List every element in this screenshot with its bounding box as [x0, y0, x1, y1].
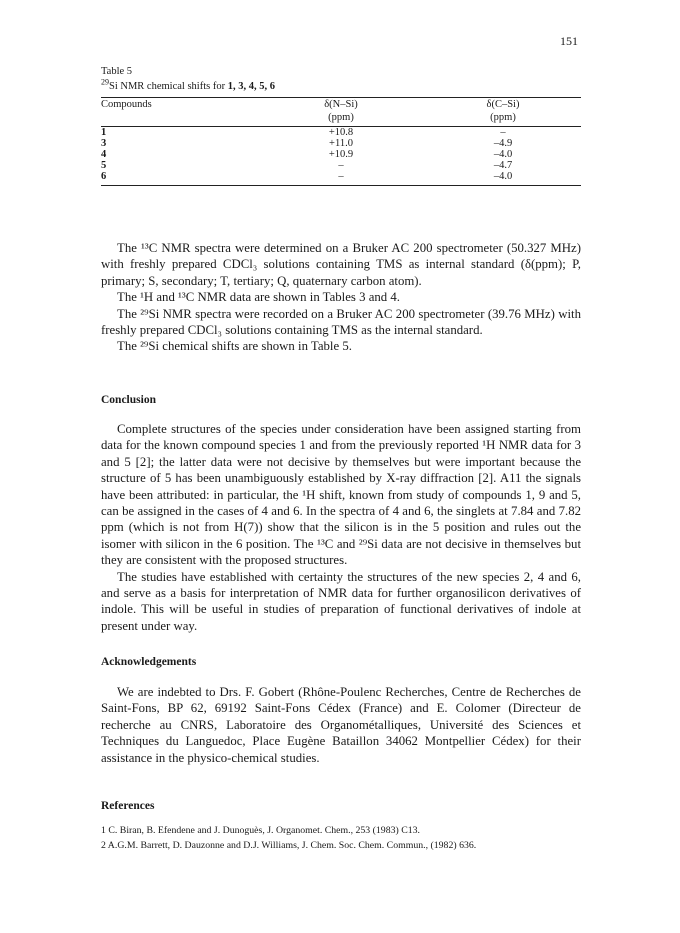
table-row [101, 149, 581, 160]
paragraph-tables-3-4: The ¹H and ¹³C NMR data are shown in Tables 3 and 4. [117, 290, 400, 305]
conclusion-text [101, 421, 581, 634]
acknowledgements-text [101, 684, 581, 766]
caption-compounds: 1, 3, 4, 5, 6 [227, 81, 275, 92]
cell-n-si: – [338, 171, 344, 182]
conclusion-paragraph: The studies have established with certainty the structures of the new species 2, 4 and 6, and serve as a basis for interpretation of NMR data for further organosilicon derivatives of indole. This will be useful in studies of preparation of functional derivatives of indole at present under way. [101, 569, 581, 633]
acknowledgements-paragraph: We are indebted to Drs. F. Gobert (Rhône-Poulenc Recherches, Centre de Recherches de Saint-Fons, BP 62, 69192 Saint-Fons Cédex (France) and E. Colomer (Directeur de recherche au CNRS, Laboratoire des Organométalliques, Université des Sciences et Techniques du Languedoc, Place Eugène Bataillon 34062 Montpellier Cédex) for their assistance in the physico-chemical studies. [101, 685, 581, 765]
unit-n-si: (ppm) [328, 112, 354, 123]
units-row [101, 111, 581, 124]
cell-compound: 1 [101, 127, 107, 138]
cell-n-si: +10.9 [328, 149, 354, 160]
reference-item: 1 C. Biran, B. Efendene and J. Dunoguès, J. Organomet. Chem., 253 (1983) C13. [101, 825, 420, 836]
shift-table-body [101, 127, 581, 182]
table-caption [101, 79, 581, 94]
references-heading: References [101, 800, 155, 812]
cell-n-si: +10.8 [328, 127, 354, 138]
cell-compound: 5 [101, 160, 107, 171]
table-label: Table 5 [101, 66, 133, 77]
header-row [101, 98, 581, 111]
cell-n-si: +11.0 [329, 138, 353, 149]
paragraph-table-5: The ²⁹Si chemical shifts are shown in Table 5. [117, 339, 352, 354]
table-row [101, 171, 581, 182]
table-bottom-rule [101, 185, 581, 186]
methods-text [101, 240, 581, 355]
table-row [101, 127, 581, 138]
paragraph-29si: The ²⁹Si NMR spectra were recorded on a Bruker AC 200 spectrometer (39.76 MHz) with freshly prepared CDCl₃ solutions containing TMS as the internal standard. [101, 306, 581, 338]
cell-compound: 6 [101, 171, 107, 182]
conclusion-heading: Conclusion [101, 394, 156, 406]
table-row [101, 138, 581, 149]
cell-c-si: –4.0 [493, 149, 513, 160]
header-compounds: Compounds [101, 99, 152, 110]
acknowledgements-heading: Acknowledgements [101, 656, 197, 668]
conclusion-paragraph: Complete structures of the species under consideration have been assigned starting from data for the known compound species 1 and from the previously reported ¹H NMR data for 3 and 5 [2]; the latter data were not decisive by themselves but were important because the structure of 5 has been unambiguously established by X-ray diffraction [2]. A11 the signals have been attributed: in particular, the ¹H shift, known from study of compounds 1, 9 and 5, can be assigned in the cases of 4 and 6. In the spectra of 4 and 6, the singlets at 7.84 and 7.82 ppm (which is not from H(7)) show that the silicon is in the 5 position and rules out the isomer with silicon in the 6 position. The ¹³C and ²⁹Si data are not decisive in themselves but they are consistent with the proposed structures. [101, 422, 581, 568]
shift-table [101, 98, 581, 124]
cell-c-si: –4.0 [493, 171, 513, 182]
unit-c-si: (ppm) [490, 112, 516, 123]
unit-compounds [101, 111, 257, 124]
caption-isotope: 29 [101, 77, 109, 87]
header-c-si: δ(C–Si) [486, 99, 520, 110]
cell-c-si: –4.7 [493, 160, 513, 171]
caption-text: Si NMR chemical shifts for [109, 81, 228, 92]
cell-n-si: – [338, 160, 344, 171]
table-5 [101, 64, 581, 186]
cell-compound: 4 [101, 149, 107, 160]
table-row [101, 160, 581, 171]
references-list [101, 823, 581, 853]
paragraph-13c: The ¹³C NMR spectra were determined on a Bruker AC 200 spectrometer (50.327 MHz) with freshly prepared CDCl₃ solutions containing TMS as internal standard (δ(ppm); P, primary; S, secondary; T, tertiary; Q, quaternary carbon atom). [101, 241, 581, 288]
reference-item: 2 A.G.M. Barrett, D. Dauzonne and D.J. Williams, J. Chem. Soc. Chem. Commun., (1982) 636. [101, 840, 477, 851]
page-number: 151 [560, 34, 578, 48]
header-n-si: δ(N–Si) [324, 99, 358, 110]
cell-compound: 3 [101, 138, 107, 149]
cell-c-si: –4.9 [493, 138, 513, 149]
cell-c-si: – [500, 127, 506, 138]
